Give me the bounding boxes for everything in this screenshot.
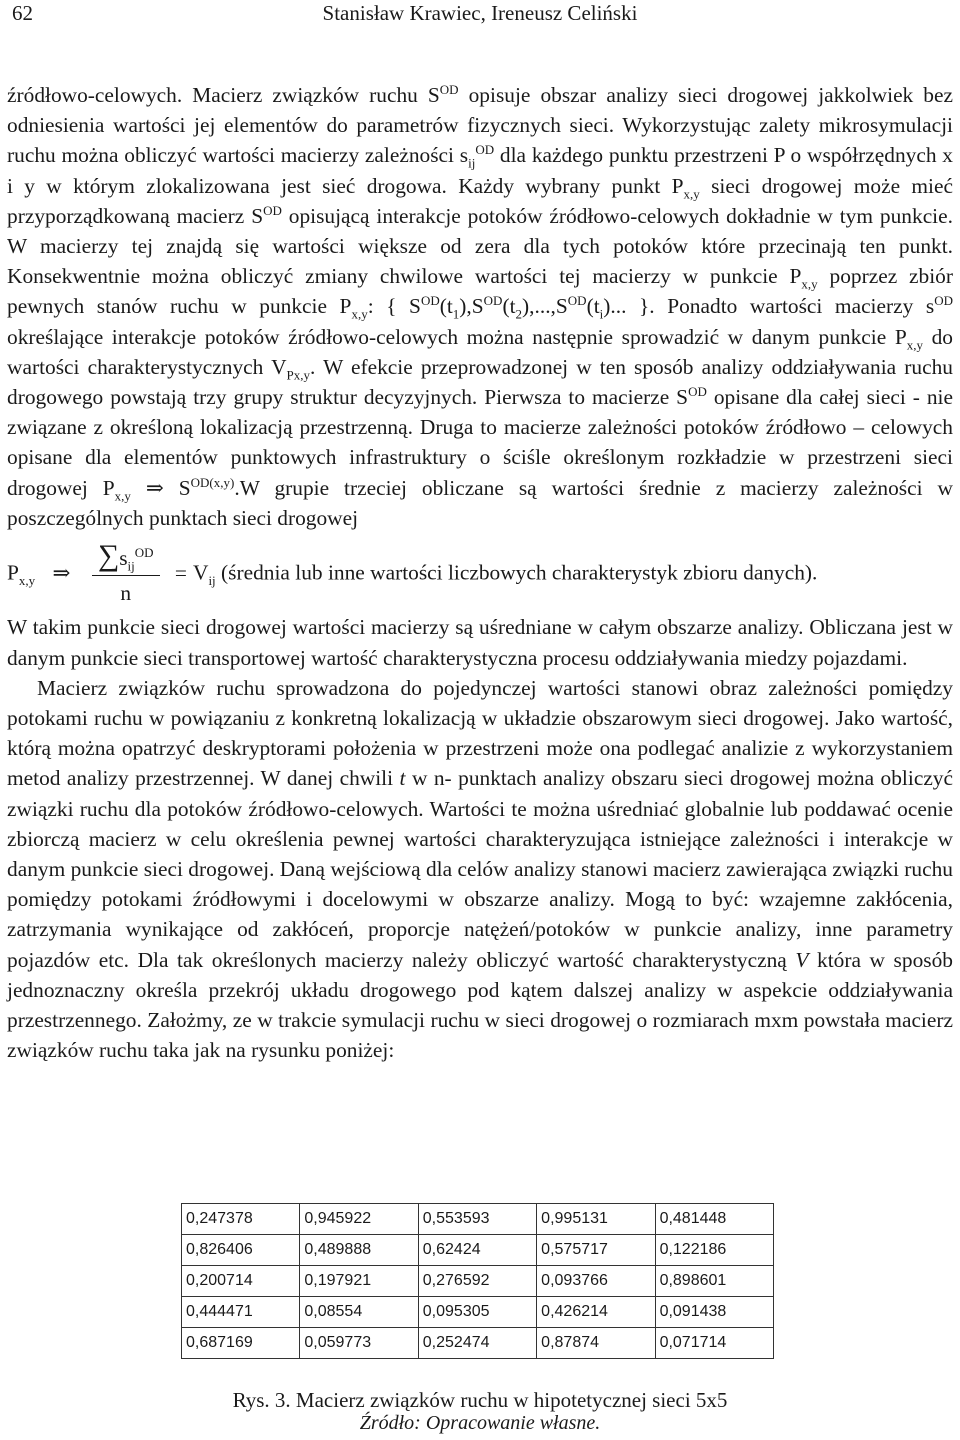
table-cell: 0,200714 bbox=[182, 1266, 300, 1297]
figure-source: Źródło: Opracowanie własne. bbox=[359, 1412, 601, 1434]
implies-arrow: ⇒ bbox=[52, 560, 71, 585]
paragraph-3: Macierz związków ruchu sprowadzona do pojedynczej wartości stanowi obraz zależności pomiędzy potokami ruchu w powiązaniu z konkretną lokalizacją w układzie obszarowym sieci drogowej. Jako wartość, którą można opatrzyć deskryptorami położenia w przestrzeni może ona podlegać analizie z wykorzystaniem metod analizy przestrzennej. W danej chwili t w n- punktach analizy obszaru sieci drogowej można obliczyć związki ruchu dla potoków źródłowo-celowych. Wartości te można uśredniać globalnie lub poddawać ocenie zbiorczą macierz w celu określenia pewnej wartości charakteryzująca istniejące zależności i interakcje w danym punkcie sieci drogowej. Daną wejściową dla celów analizy stanowi macierz zawierająca związki ruchu pomiędzy potokami źródłowymi i docelowymi w obszarze analizy. Mogą to być: wzajemne zakłócenia, zatrzymania wynikające od zakłóceń, proporcje natężeń/potoków w punkcie analizy, inne parametry pojazdów etc. Dla tak określonych macierzy należy obliczyć wartość charakterystyczną V która w sposób jednoznaczny określa przekrój układu drogowego pod kątem dalszej analizy w aspekcie oddziaływania przestrzennego. Założmy, ze w trakcie symulacji ruchu w sieci drogowej o rozmiarach mxm powstała macierz związków ruchu taka jak na rysunku poniżej: bbox=[7, 675, 953, 1063]
table-row bbox=[182, 1204, 774, 1235]
table-cell: 0,093766 bbox=[537, 1266, 655, 1297]
table-cell: 0,276592 bbox=[418, 1266, 536, 1297]
table-cell: 0,08554 bbox=[300, 1297, 418, 1328]
table-cell: 0,059773 bbox=[300, 1328, 418, 1359]
table-row bbox=[182, 1266, 774, 1297]
table-cell: 0,071714 bbox=[655, 1328, 773, 1359]
formula-line: $P_{x,y}$ ⇒ $\frac{\sum s_{ij}^{OD}}{n}$ = $V_{ij}$ (średnia lub inne wartości liczbowych charakterystyk zbioru danych). bbox=[7, 541, 953, 608]
mean-fraction: $\frac{\sum s_{ij}^{OD}}{n}$ bbox=[92, 541, 160, 608]
table-row bbox=[182, 1235, 774, 1266]
paragraph-2: W takim punkcie sieci drogowej wartości macierzy są uśredniane w całym obszarze analizy. Obliczana jest w danym punkcie sieci transportowej wartość charakterystyczna procesu oddziaływania miedzy pojazdami. bbox=[7, 615, 953, 670]
running-head-authors: Stanisław Krawiec, Ireneusz Celiński bbox=[322, 1, 638, 25]
table-cell: 0,575717 bbox=[537, 1235, 655, 1266]
table-cell: 0,247378 bbox=[182, 1204, 300, 1235]
table-cell: 0,444471 bbox=[182, 1297, 300, 1328]
table-cell: 0,426214 bbox=[537, 1297, 655, 1328]
body-text bbox=[7, 80, 953, 1066]
od-matrix-table bbox=[181, 1203, 774, 1359]
sum-symbol: ∑ bbox=[97, 539, 120, 573]
table-row bbox=[182, 1328, 774, 1359]
table-cell: 0,87874 bbox=[537, 1328, 655, 1359]
page-header bbox=[0, 0, 960, 30]
figure-caption: Rys. 3. Macierz związków ruchu w hipotetycznej sieci 5x5 bbox=[232, 1388, 728, 1412]
table-cell: 0,489888 bbox=[300, 1235, 418, 1266]
table-cell: 0,481448 bbox=[655, 1204, 773, 1235]
table-cell: 0,122186 bbox=[655, 1235, 773, 1266]
table-cell: 0,252474 bbox=[418, 1328, 536, 1359]
page-number: 62 bbox=[12, 1, 33, 25]
table-cell: 0,898601 bbox=[655, 1266, 773, 1297]
table-cell: 0,995131 bbox=[537, 1204, 655, 1235]
table-cell: 0,553593 bbox=[418, 1204, 536, 1235]
table-cell: 0,687169 bbox=[182, 1328, 300, 1359]
table-cell: 0,826406 bbox=[182, 1235, 300, 1266]
table-cell: 0,945922 bbox=[300, 1204, 418, 1235]
table-cell: 0,62424 bbox=[418, 1235, 536, 1266]
table-cell: 0,197921 bbox=[300, 1266, 418, 1297]
table-cell: 0,091438 bbox=[655, 1297, 773, 1328]
table-cell: 0,095305 bbox=[418, 1297, 536, 1328]
table-row bbox=[182, 1297, 774, 1328]
paragraph-1: źródłowo-celowych. Macierz związków ruchu $S^{OD}$ opisuje obszar analizy sieci drogowej jakkolwiek bez odniesienia wartości jej elementów do parametrów fizycznych sieci. Wykorzystując zalety mikrosymulacji ruchu można obliczyć wartości macierzy zależności $s_{ij}^{OD}$ dla każdego punktu przestrzeni P o współrzędnych x i y w którym zlokalizowana jest sieć drogowa. Każdy wybrany punkt $P_{x,y}$ sieci drogowej może mieć przyporządkowaną macierz $S^{OD}$ opisującą interakcje potoków źródłowo-celowych dokładnie w tym punkcie. W macierzy tej znajdą się wartości większe od zera dla tych potoków które przecinają ten punkt. Konsekwentnie można obliczyć zmiany chwilowe wartości tej macierzy w punkcie $P_{x,y}$ poprzez zbiór pewnych stanów ruchu w punkcie $P_{x,y}$: { $S^{OD}(t_1),S^{OD}(t_2),...,S^{OD}(t_i)$... }. Ponadto wartości macierzy $s^{OD}$ określające interakcje potoków źródłowo-celowych można następnie sprowadzić w danym punkcie $P_{x,y}$ do wartości charakterystycznych $V_{Px,y}$. W efekcie przeprowadzonej w ten sposób analizy oddziaływania ruchu drogowego powstają trzy grupy struktur decyzyjnych. Pierwsza to macierze $S^{OD}$ opisane dla całej sieci - nie związane z określoną lokalizacją przestrzenną. Druga to macierze zależności potoków źródłowo – celowych opisane dla elementów punktowych infrastruktury o ściśle określonym rozkładzie w przestrzeni sieci drogowej $P_{x,y}$ ⇒ $S^{OD(x,y)}.W$ grupie trzeciej obliczane są wartości średnie z macierzy zależności w poszczególnych punktach sieci drogowej bbox=[7, 81, 953, 530]
